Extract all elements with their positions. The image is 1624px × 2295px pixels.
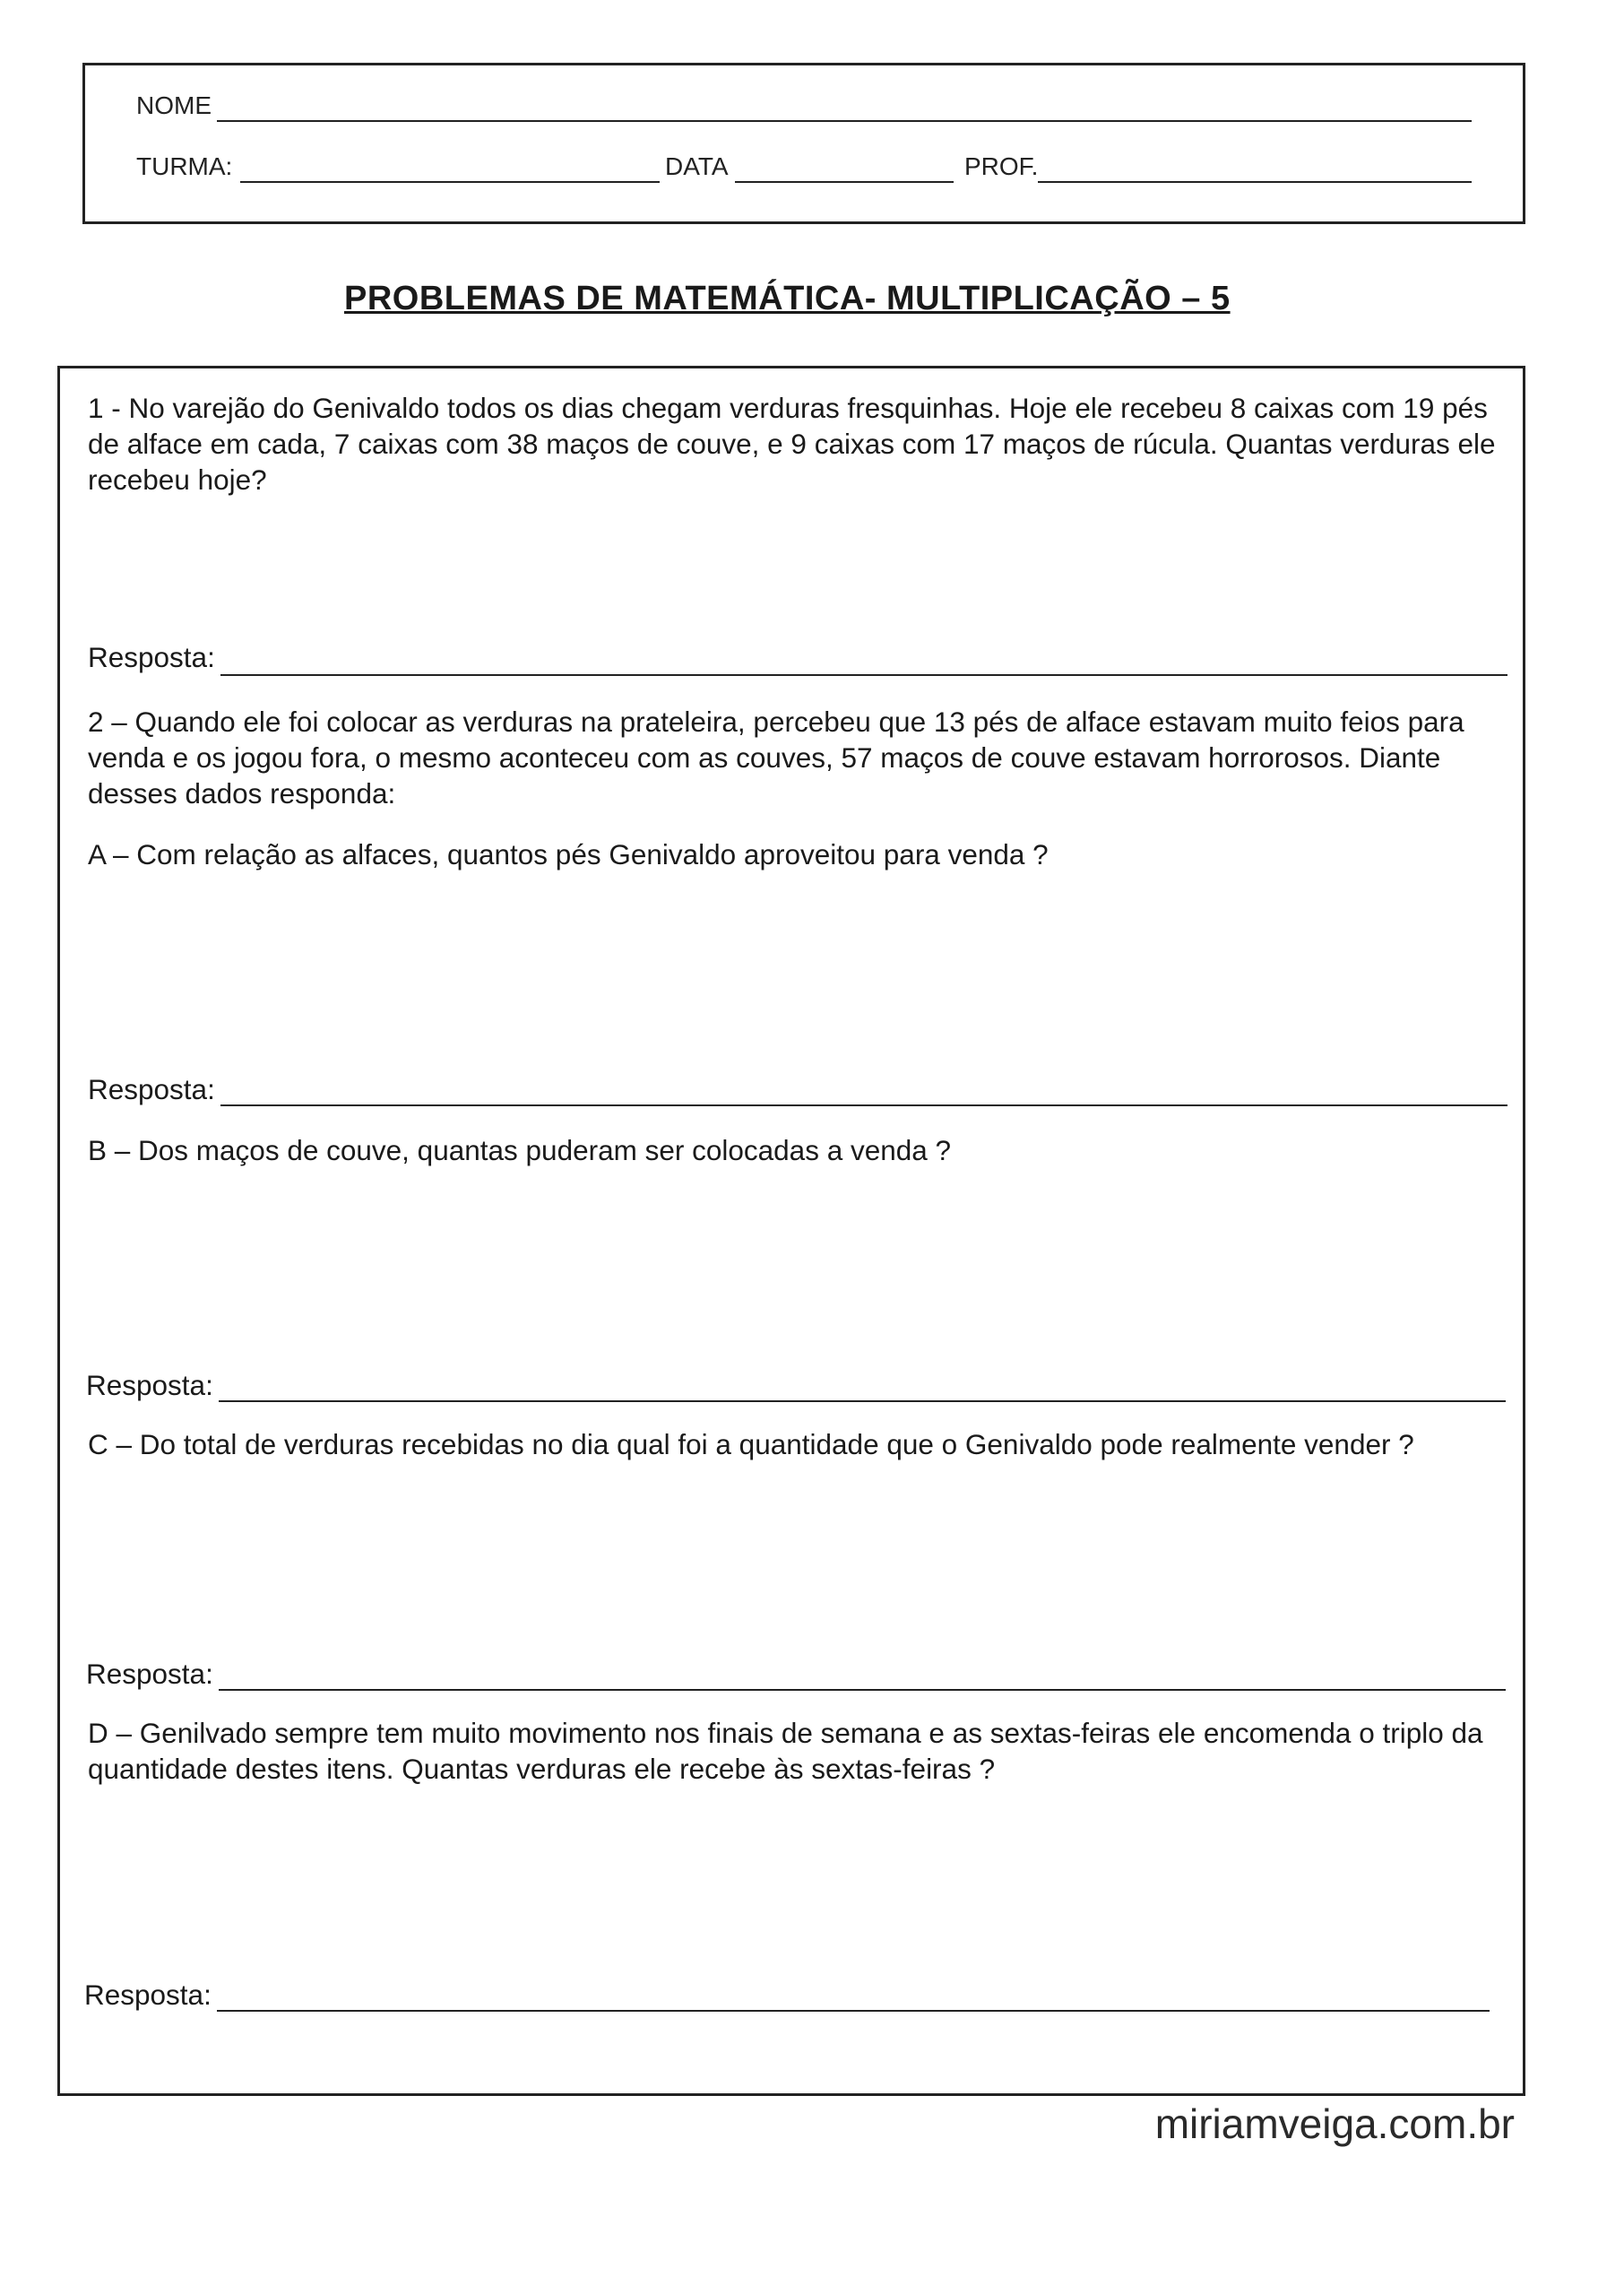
student-info-box [82, 63, 1525, 224]
answer-label-2a: Resposta: [88, 1073, 215, 1105]
date-field[interactable] [735, 181, 954, 183]
date-label: DATA [665, 152, 729, 180]
answer-label-2d: Resposta: [84, 1979, 212, 2011]
teacher-label: PROF. [964, 152, 1039, 180]
question-2b: B – Dos maços de couve, quantas puderam ser colocadas a venda ? [88, 1134, 952, 1166]
question-2d: D – Genilvado sempre tem muito movimento nos finais de semana e as sextas-feiras ele encomenda o triplo da quantidade destes itens. Quantas verduras ele recebe às sextas-feiras ? [88, 1717, 1483, 1785]
answer-field-2c[interactable] [219, 1689, 1506, 1691]
question-2a: A – Com relação as alfaces, quantos pés Genivaldo aproveitou para venda ? [88, 838, 1049, 870]
website-footer: miriamveiga.com.br [1154, 2100, 1515, 2147]
name-label: NOME [136, 91, 212, 119]
question-1: 1 - No varejão do Genivaldo todos os dias chegam verduras fresquinhas. Hoje ele recebeu 8 caixas com 19 pés de alface em cada, 7 caixas com 38 maços de couve, e 9 caixas com 17 maços de rúcula. Quantas verduras ele recebeu hoje? [88, 392, 1496, 496]
problems-box [57, 366, 1525, 2096]
class-label: TURMA: [136, 152, 233, 180]
name-field[interactable] [217, 120, 1472, 122]
worksheet-title: PROBLEMAS DE MATEMÁTICA- MULTIPLICAÇÃO – 5 [344, 280, 1231, 317]
answer-label-1: Resposta: [88, 641, 215, 673]
teacher-field[interactable] [1038, 181, 1472, 183]
answer-field-1[interactable] [220, 674, 1507, 676]
answer-field-2d[interactable] [217, 2010, 1490, 2012]
answer-field-2b[interactable] [219, 1400, 1506, 1402]
class-field[interactable] [240, 181, 660, 183]
answer-field-2a[interactable] [220, 1104, 1507, 1106]
question-2c: C – Do total de verduras recebidas no dia qual foi a quantidade que o Genivaldo pode realmente vender ? [88, 1428, 1414, 1460]
answer-label-2c: Resposta: [86, 1658, 213, 1690]
answer-label-2b: Resposta: [86, 1369, 213, 1401]
question-2: 2 – Quando ele foi colocar as verduras na prateleira, percebeu que 13 pés de alface estavam muito feios para venda e os jogou fora, o mesmo aconteceu com as couves, 57 maços de couve estavam horrorosos. Diante desses dados responda: [88, 706, 1464, 810]
